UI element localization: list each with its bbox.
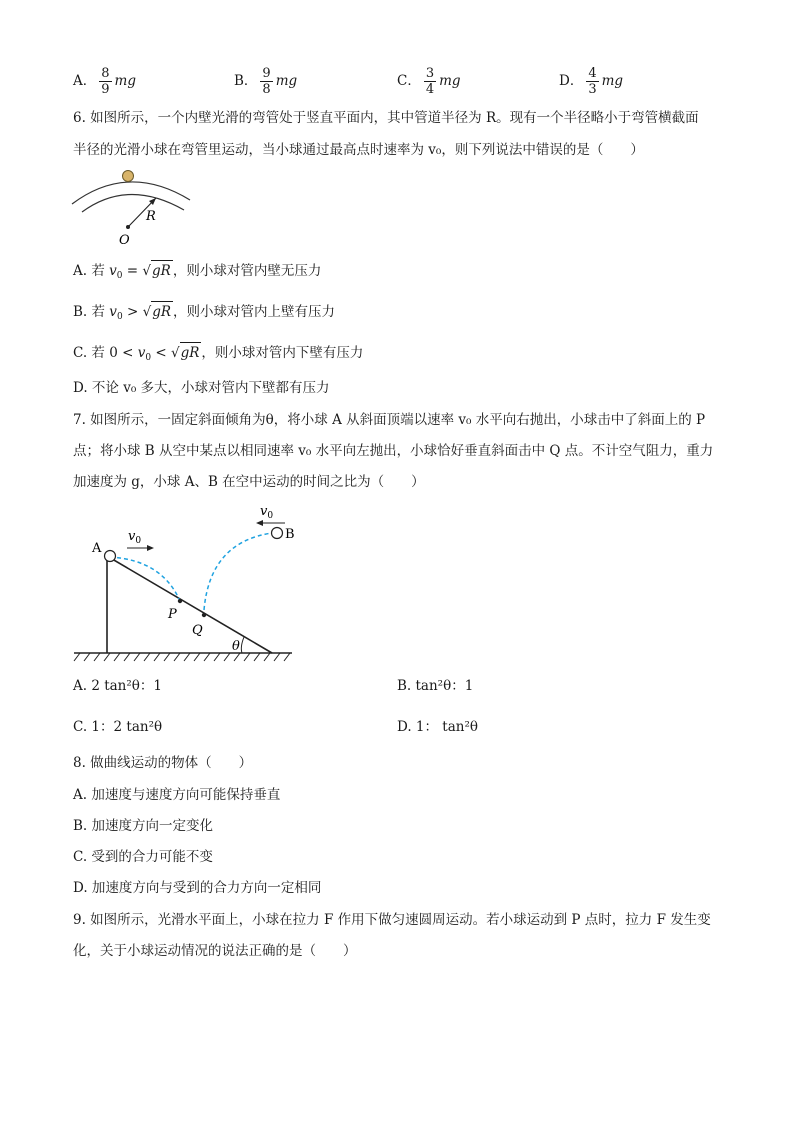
q8-option-a: A. 加速度与速度方向可能保持垂直 <box>73 787 281 803</box>
q5-option-b: B． $\frac{9}{8}$ mg <box>234 66 298 97</box>
q8-option-c: C. 受到的合力可能不变 <box>73 849 213 865</box>
label-theta: θ <box>232 639 240 654</box>
q6-option-c: C. 若 $0 < v_0 < √gR$ ，则小球对管内下壁有压力 <box>73 342 363 368</box>
label-q: Q <box>192 623 203 638</box>
label-v0-a: $v_0$ <box>128 529 142 546</box>
q7-stem-line3: 加速度为 g，小球 A、B 在空中运动的时间之比为（ ） <box>73 474 425 490</box>
trajectory-b <box>204 533 272 610</box>
fraction: $\frac{4}{3}$ <box>588 66 597 97</box>
q8-option-d: D. 加速度方向与受到的合力方向一定相同 <box>73 880 322 896</box>
label-b: B <box>285 527 295 542</box>
q6-stem-line1: 6. 如图所示，一个内壁光滑的弯管处于竖直平面内，其中管道半径为 R。现有一个半径略小于弯管横截面 <box>73 110 699 126</box>
label-p: P <box>168 607 177 622</box>
label-a: A <box>92 541 102 556</box>
incline-surface <box>107 556 272 653</box>
label-r: R <box>146 209 156 224</box>
q7-option-d: D. 1： tan²θ <box>397 719 479 735</box>
q6-figure <box>66 164 206 248</box>
tube-outer-arc <box>72 182 190 204</box>
ball <box>123 171 134 182</box>
q7-option-b: B. tan²θ：1 <box>397 678 474 694</box>
point-p <box>178 599 182 603</box>
q6-option-a: A. 若 $v_0 = √gR$ ，则小球对管内壁无压力 <box>73 260 321 286</box>
ball-b <box>272 528 283 539</box>
q6-option-d: D. 不论 v₀ 多大，小球对管内下壁都有压力 <box>73 380 330 396</box>
ball-a <box>105 551 116 562</box>
q9-stem-line2: 化，关于小球运动情况的说法正确的是（ ） <box>73 943 357 959</box>
velocity-arrowhead-a <box>147 545 154 551</box>
ground-hatch <box>74 653 290 661</box>
q6-option-b: B. 若 $v_0 > √gR$ ，则小球对管内上壁有压力 <box>73 301 335 327</box>
label-v0-b: $v_0$ <box>260 504 274 521</box>
q7-option-a: A. 2 tan²θ：1 <box>73 678 163 694</box>
q5-option-d: D． $\frac{4}{3}$ mg <box>559 66 624 97</box>
q8-option-b: B. 加速度方向一定变化 <box>73 818 214 834</box>
sqrt-sign: √ <box>142 263 152 279</box>
q7-option-c: C. 1：2 tan²θ <box>73 719 163 735</box>
tube-inner-arc <box>82 194 184 212</box>
q8-stem: 8. 做曲线运动的物体（ ） <box>73 755 253 771</box>
fraction: $\frac{3}{4}$ <box>425 66 435 97</box>
label-o: O <box>119 233 130 248</box>
sqrt-sign: √ <box>142 304 152 320</box>
point-q <box>202 613 206 617</box>
q5-option-a: A． $\frac{8}{9}$ mg <box>73 66 136 97</box>
fraction: $\frac{8}{9}$ <box>101 66 110 97</box>
q6-stem-line2: 半径的光滑小球在弯管里运动，当小球通过最高点时速率为 v₀，则下列说法中错误的是（ ） <box>73 142 644 158</box>
center-point <box>126 225 130 229</box>
theta-arc <box>241 637 244 653</box>
fraction: $\frac{9}{8}$ <box>262 66 271 97</box>
q5-option-c: C． $\frac{3}{4}$ mg <box>397 66 461 97</box>
q7-stem-line1: 7. 如图所示，一固定斜面倾角为θ，将小球 A 从斜面顶端以速率 v₀ 水平向右抛出，小球击中了斜面上的 P <box>73 412 706 428</box>
velocity-arrowhead-b <box>256 520 263 526</box>
q7-figure <box>70 500 300 666</box>
sqrt-sign: √ <box>171 345 180 361</box>
q9-stem-line1: 9. 如图所示，光滑水平面上，小球在拉力 F 作用下做匀速圆周运动。若小球运动到 P 点时，拉力 F 发生变 <box>73 912 711 928</box>
q7-stem-line2: 点；将小球 B 从空中某点以相同速率 v₀ 水平向左抛出，小球恰好垂直斜面击中 Q 点。不计空气阻力，重力 <box>73 443 714 459</box>
